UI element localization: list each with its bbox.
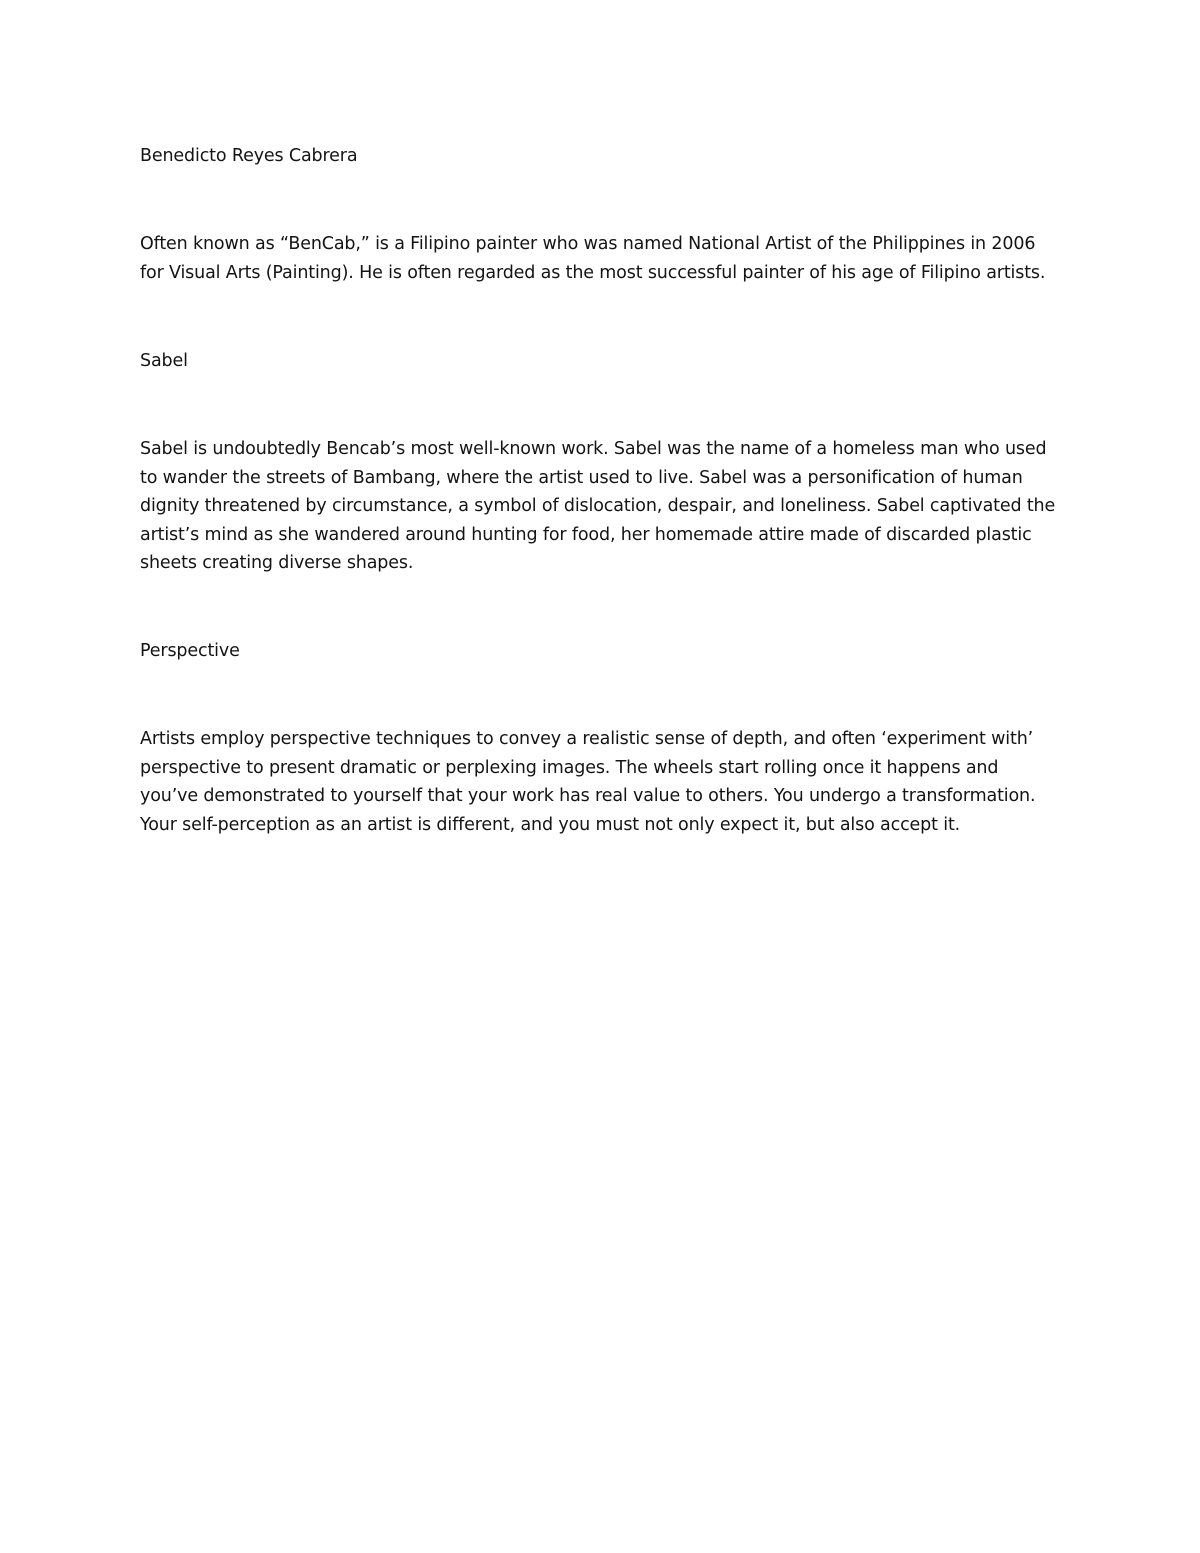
paragraph-line: to wander the streets of Bambang, where the artist used to live. Sabel was a personification of human bbox=[140, 467, 1023, 488]
intro-paragraph bbox=[140, 230, 1070, 287]
sabel-paragraph bbox=[140, 435, 1070, 578]
paragraph-line: Artists employ perspective techniques to convey a realistic sense of depth, and often ‘experiment with’ bbox=[140, 729, 1034, 749]
paragraph-line: perspective to present dramatic or perplexing images. The wheels start rolling once it happens and bbox=[140, 757, 999, 778]
paragraph-line: for Visual Arts (Painting). He is often regarded as the most successful painter of his age of Filipino artists. bbox=[140, 262, 1046, 283]
paragraph-line: you’ve demonstrated to yourself that your work has real value to others. You undergo a transformation. bbox=[140, 786, 1036, 807]
document-title: Benedicto Reyes Cabrera bbox=[140, 146, 358, 166]
paragraph-line: artist’s mind as she wandered around hunting for food, her homemade attire made of discarded plastic bbox=[140, 524, 1032, 545]
perspective-paragraph bbox=[140, 725, 1070, 839]
section-heading-sabel: Sabel bbox=[140, 351, 188, 371]
section-heading-perspective: Perspective bbox=[140, 641, 240, 661]
paragraph-line: Sabel is undoubtedly Bencab’s most well-known work. Sabel was the name of a homeless man who used bbox=[140, 439, 1047, 459]
paragraph-line: dignity threatened by circumstance, a symbol of dislocation, despair, and loneliness. Sabel captivated the bbox=[140, 496, 1056, 517]
paragraph-line: Your self-perception as an artist is different, and you must not only expect it, but also accept it. bbox=[140, 814, 961, 835]
paragraph-line: Often known as “BenCab,” is a Filipino painter who was named National Artist of the Philippines in 2006 bbox=[140, 234, 1036, 254]
paragraph-line: sheets creating diverse shapes. bbox=[140, 553, 414, 574]
